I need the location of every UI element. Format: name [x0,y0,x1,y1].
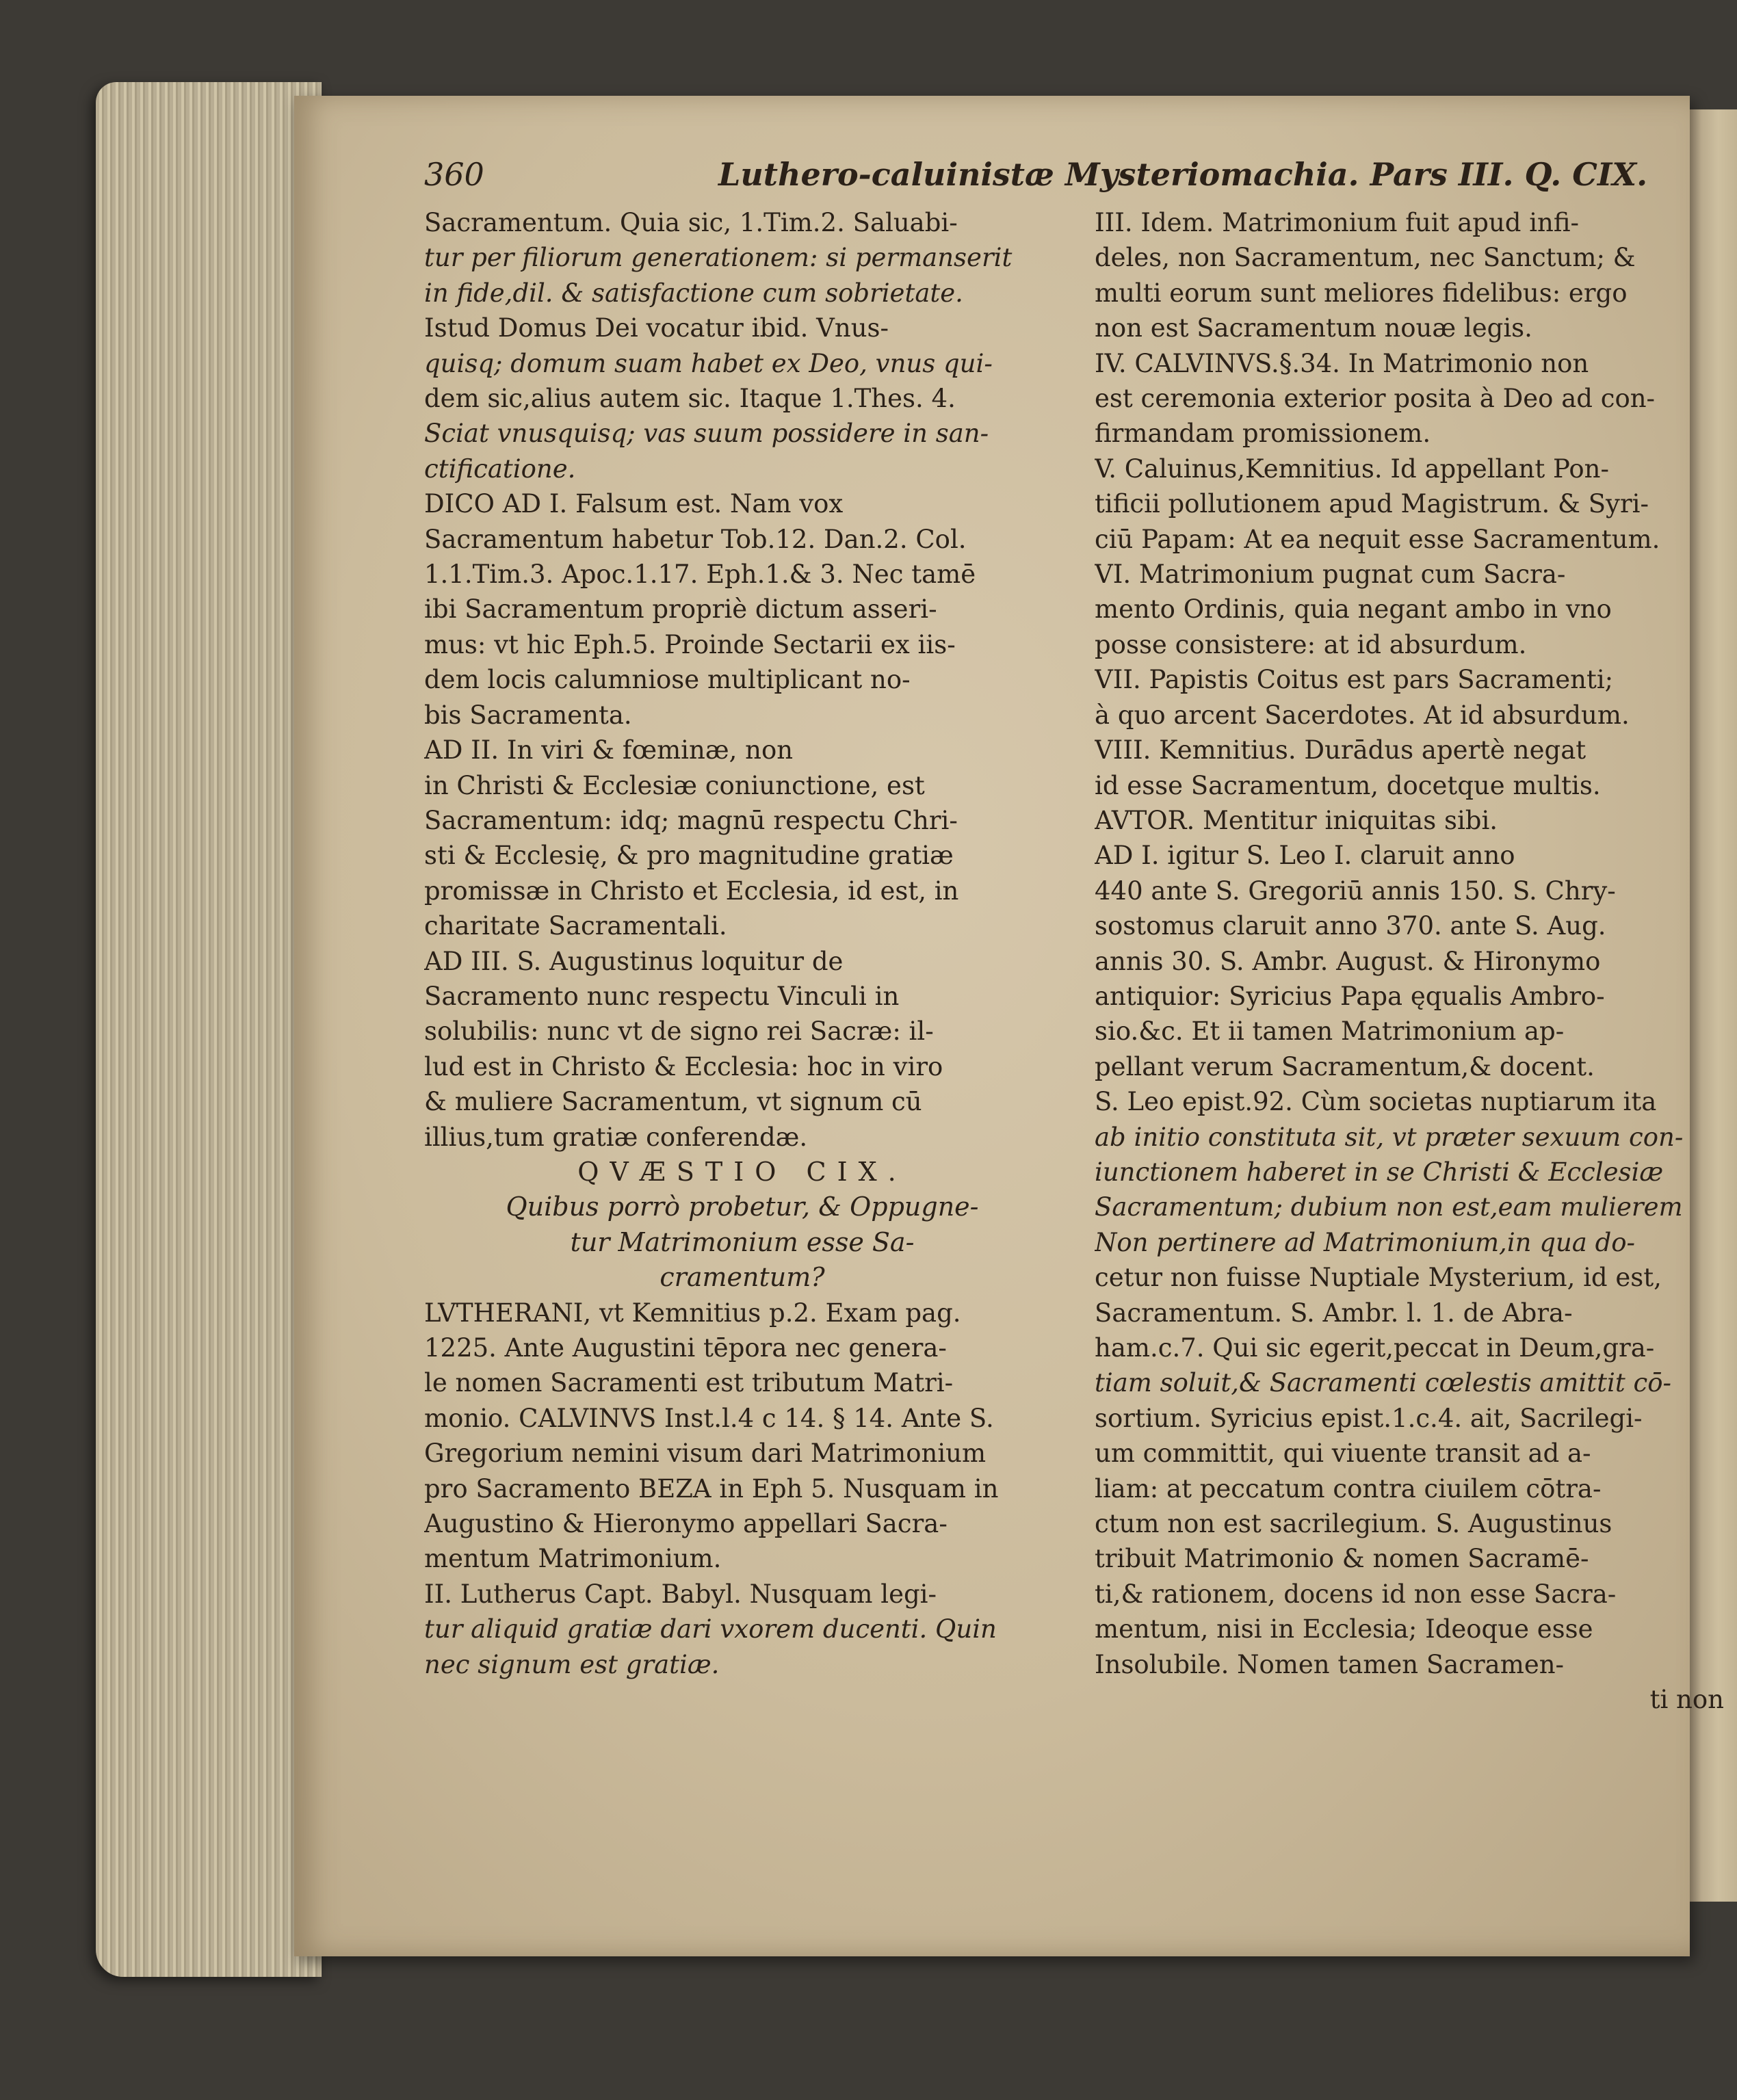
text-line: promissæ in Christo et Ecclesia, id est, in [424,876,959,906]
text-line: lud est in Christo & Ecclesia: hoc in viro [424,1051,943,1081]
text-line: non est Sacramentum nouæ legis. [1095,313,1532,343]
text-line: sti & Ecclesię, & pro magnitudine gratiæ [424,841,954,871]
text-line: posse consistere: at id absurdum. [1095,629,1527,659]
text-line: iunctionem haberet in se Christi & Ecclesiæ [1095,1157,1664,1187]
text-line: bis Sacramenta. [424,700,632,730]
text-line: III. Idem. Matrimonium fuit apud infi- [1095,208,1580,237]
text-line: antiquior: Syricius Papa ęqualis Ambro- [1095,981,1605,1011]
text-line: à quo arcent Sacerdotes. At id absurdum. [1095,700,1630,730]
text-line: 440 ante S. Gregoriū annis 150. S. Chry- [1095,876,1616,906]
text-line: ctificatione. [424,454,576,484]
right-column [1095,205,1724,1717]
text-line: & muliere Sacramentum, vt signum cū [424,1087,922,1117]
text-line: II. Lutherus Capt. Babyl. Nusquam legi- [424,1579,937,1609]
text-line: Sacramentum habetur Tob.12. Dan.2. Col. [424,524,967,554]
text-line: mentum Matrimonium. [424,1544,722,1574]
text-line: IV. CALVINVS.§.34. In Matrimonio non [1095,348,1589,378]
text-line: tur per filiorum generationem: si permanserit [424,243,1013,273]
question-title-line: cramentum? [659,1262,825,1293]
text-line: multi eorum sunt meliores fidelibus: ergo [1095,278,1628,308]
page-edges [96,82,322,1977]
text-line: illius,tum gratiæ conferendæ. [424,1122,808,1152]
text-line: AVTOR. Mentitur iniquitas sibi. [1095,805,1498,835]
text-line: pellant verum Sacramentum,& docent. [1095,1051,1595,1081]
text-line: deles, non Sacramentum, nec Sanctum; & [1095,243,1636,273]
text-line: Istud Domus Dei vocatur ibid. Vnus- [424,313,889,343]
text-line: liam: at peccatum contra ciuilem cōtra- [1095,1473,1602,1504]
text-line: Insolubile. Nomen tamen Sacramen- [1095,1649,1565,1679]
question-title-line: tur Matrimonium esse Sa- [570,1226,915,1257]
text-line: monio. CALVINVS Inst.l.4 c 14. § 14. Ante S. [424,1403,994,1433]
text-line: ciū Papam: At ea nequit esse Sacramentum. [1095,524,1660,554]
text-line: cetur non fuisse Nuptiale Mysterium, id est, [1095,1263,1662,1293]
running-title: Luthero-caluinistæ Mysteriomachia. Pars III. Q. CIX. [718,156,1648,193]
text-line: Sacramento nunc respectu Vinculi in [424,981,900,1011]
catchword: ti non [1649,1685,1724,1715]
text-line: mento Ordinis, quia negant ambo in vno [1095,594,1612,625]
text-line: mentum, nisi in Ecclesia; Ideoque esse [1095,1614,1593,1644]
text-line: pro Sacramento BEZA in Eph 5. Nusquam in [424,1473,999,1504]
text-line: Sacramentum. S. Ambr. l. 1. de Abra- [1095,1298,1573,1328]
text-line: ibi Sacramentum propriè dictum asseri- [424,594,937,625]
text-line: sortium. Syricius epist.1.c.4. ait, Sacrilegi- [1095,1403,1643,1433]
text-line: annis 30. S. Ambr. August. & Hironymo [1095,946,1601,976]
text-line: Sacramentum: idq; magnū respectu Chri- [424,805,958,835]
text-line: in Christi & Ecclesiæ coniunctione, est [424,770,925,800]
text-line: le nomen Sacramenti est tributum Matri- [424,1368,954,1398]
text-line: firmandam promissionem. [1095,419,1431,449]
text-line: Sciat vnusquisq; vas suum possidere in san- [424,419,989,449]
text-line: tiam soluit,& Sacramenti cœlestis amittit cō- [1095,1368,1671,1398]
text-line: id esse Sacramentum, docetque multis. [1095,770,1601,800]
text-line: VI. Matrimonium pugnat cum Sacra- [1095,560,1566,590]
text-line: ab initio constituta sit, vt præter sexuum con- [1095,1122,1684,1152]
text-line: VII. Papistis Coitus est pars Sacramenti; [1095,665,1614,695]
text-line: DICO AD I. Falsum est. Nam vox [424,489,844,519]
text-line: Non pertinere ad Matrimonium,in qua do- [1095,1227,1636,1257]
page-number: 360 [424,156,484,193]
text-line: dem sic,alius autem sic. Itaque 1.Thes. 4. [424,384,956,414]
question-heading: QVÆSTIO CIX. [577,1156,907,1187]
text-line: Augustino & Hieronymo appellari Sacra- [424,1509,948,1539]
text-line: LVTHERANI, vt Kemnitius p.2. Exam pag. [424,1298,961,1328]
text-line: 1225. Ante Augustini tēpora nec genera- [424,1333,947,1363]
text-line: tificii pollutionem apud Magistrum. & Syri- [1095,489,1649,519]
text-line: ham.c.7. Qui sic egerit,peccat in Deum,gra- [1095,1333,1655,1363]
text-line: ti,& rationem, docens id non esse Sacra- [1095,1579,1617,1609]
text-line: dem locis calumniose multiplicant no- [424,665,911,695]
text-line: AD III. S. Augustinus loquitur de [424,946,844,976]
question-title-line: Quibus porrò probetur, & Oppugne- [506,1192,979,1222]
text-line: 1.1.Tim.3. Apoc.1.17. Eph.1.& 3. Nec tamē [424,560,976,590]
text-line: AD II. In viri & fœminæ, non [424,735,794,765]
text-line: sostomus claruit anno 370. ante S. Aug. [1095,911,1606,941]
text-line: in fide,dil. & satisfactione cum sobrietate. [424,278,963,308]
text-line: charitate Sacramentali. [424,911,727,941]
text-line: quisq; domum suam habet ex Deo, vnus qui- [424,348,993,378]
text-line: mus: vt hic Eph.5. Proinde Sectarii ex iis- [424,629,956,659]
text-line: Sacramentum. Quia sic, 1.Tim.2. Saluabi- [424,208,958,237]
text-line: V. Caluinus,Kemnitius. Id appellant Pon- [1095,454,1609,484]
text-line: est ceremonia exterior posita à Deo ad con- [1095,384,1656,414]
text-line: um committit, qui viuente transit ad a- [1095,1439,1591,1469]
text-line: solubilis: nunc vt de signo rei Sacræ: il- [424,1016,934,1047]
text-line: nec signum est gratiæ. [424,1649,720,1679]
left-column [424,205,1060,1682]
text-line: tribuit Matrimonio & nomen Sacramē- [1095,1544,1589,1574]
text-line: AD I. igitur S. Leo I. claruit anno [1095,841,1515,871]
text-line: tur aliquid gratiæ dari vxorem ducenti. Quin [424,1614,997,1644]
running-header [424,156,1648,197]
text-line: S. Leo epist.92. Cùm societas nuptiarum ita [1095,1087,1657,1117]
text-line: Gregorium nemini visum dari Matrimonium [424,1439,987,1469]
text-line: Sacramentum; dubium non est,eam mulierem [1095,1192,1683,1222]
text-line: VIII. Kemnitius. Durādus apertè negat [1095,735,1586,765]
text-line: ctum non est sacrilegium. S. Augustinus [1095,1509,1612,1539]
text-line: sio.&c. Et ii tamen Matrimonium ap- [1095,1016,1565,1047]
